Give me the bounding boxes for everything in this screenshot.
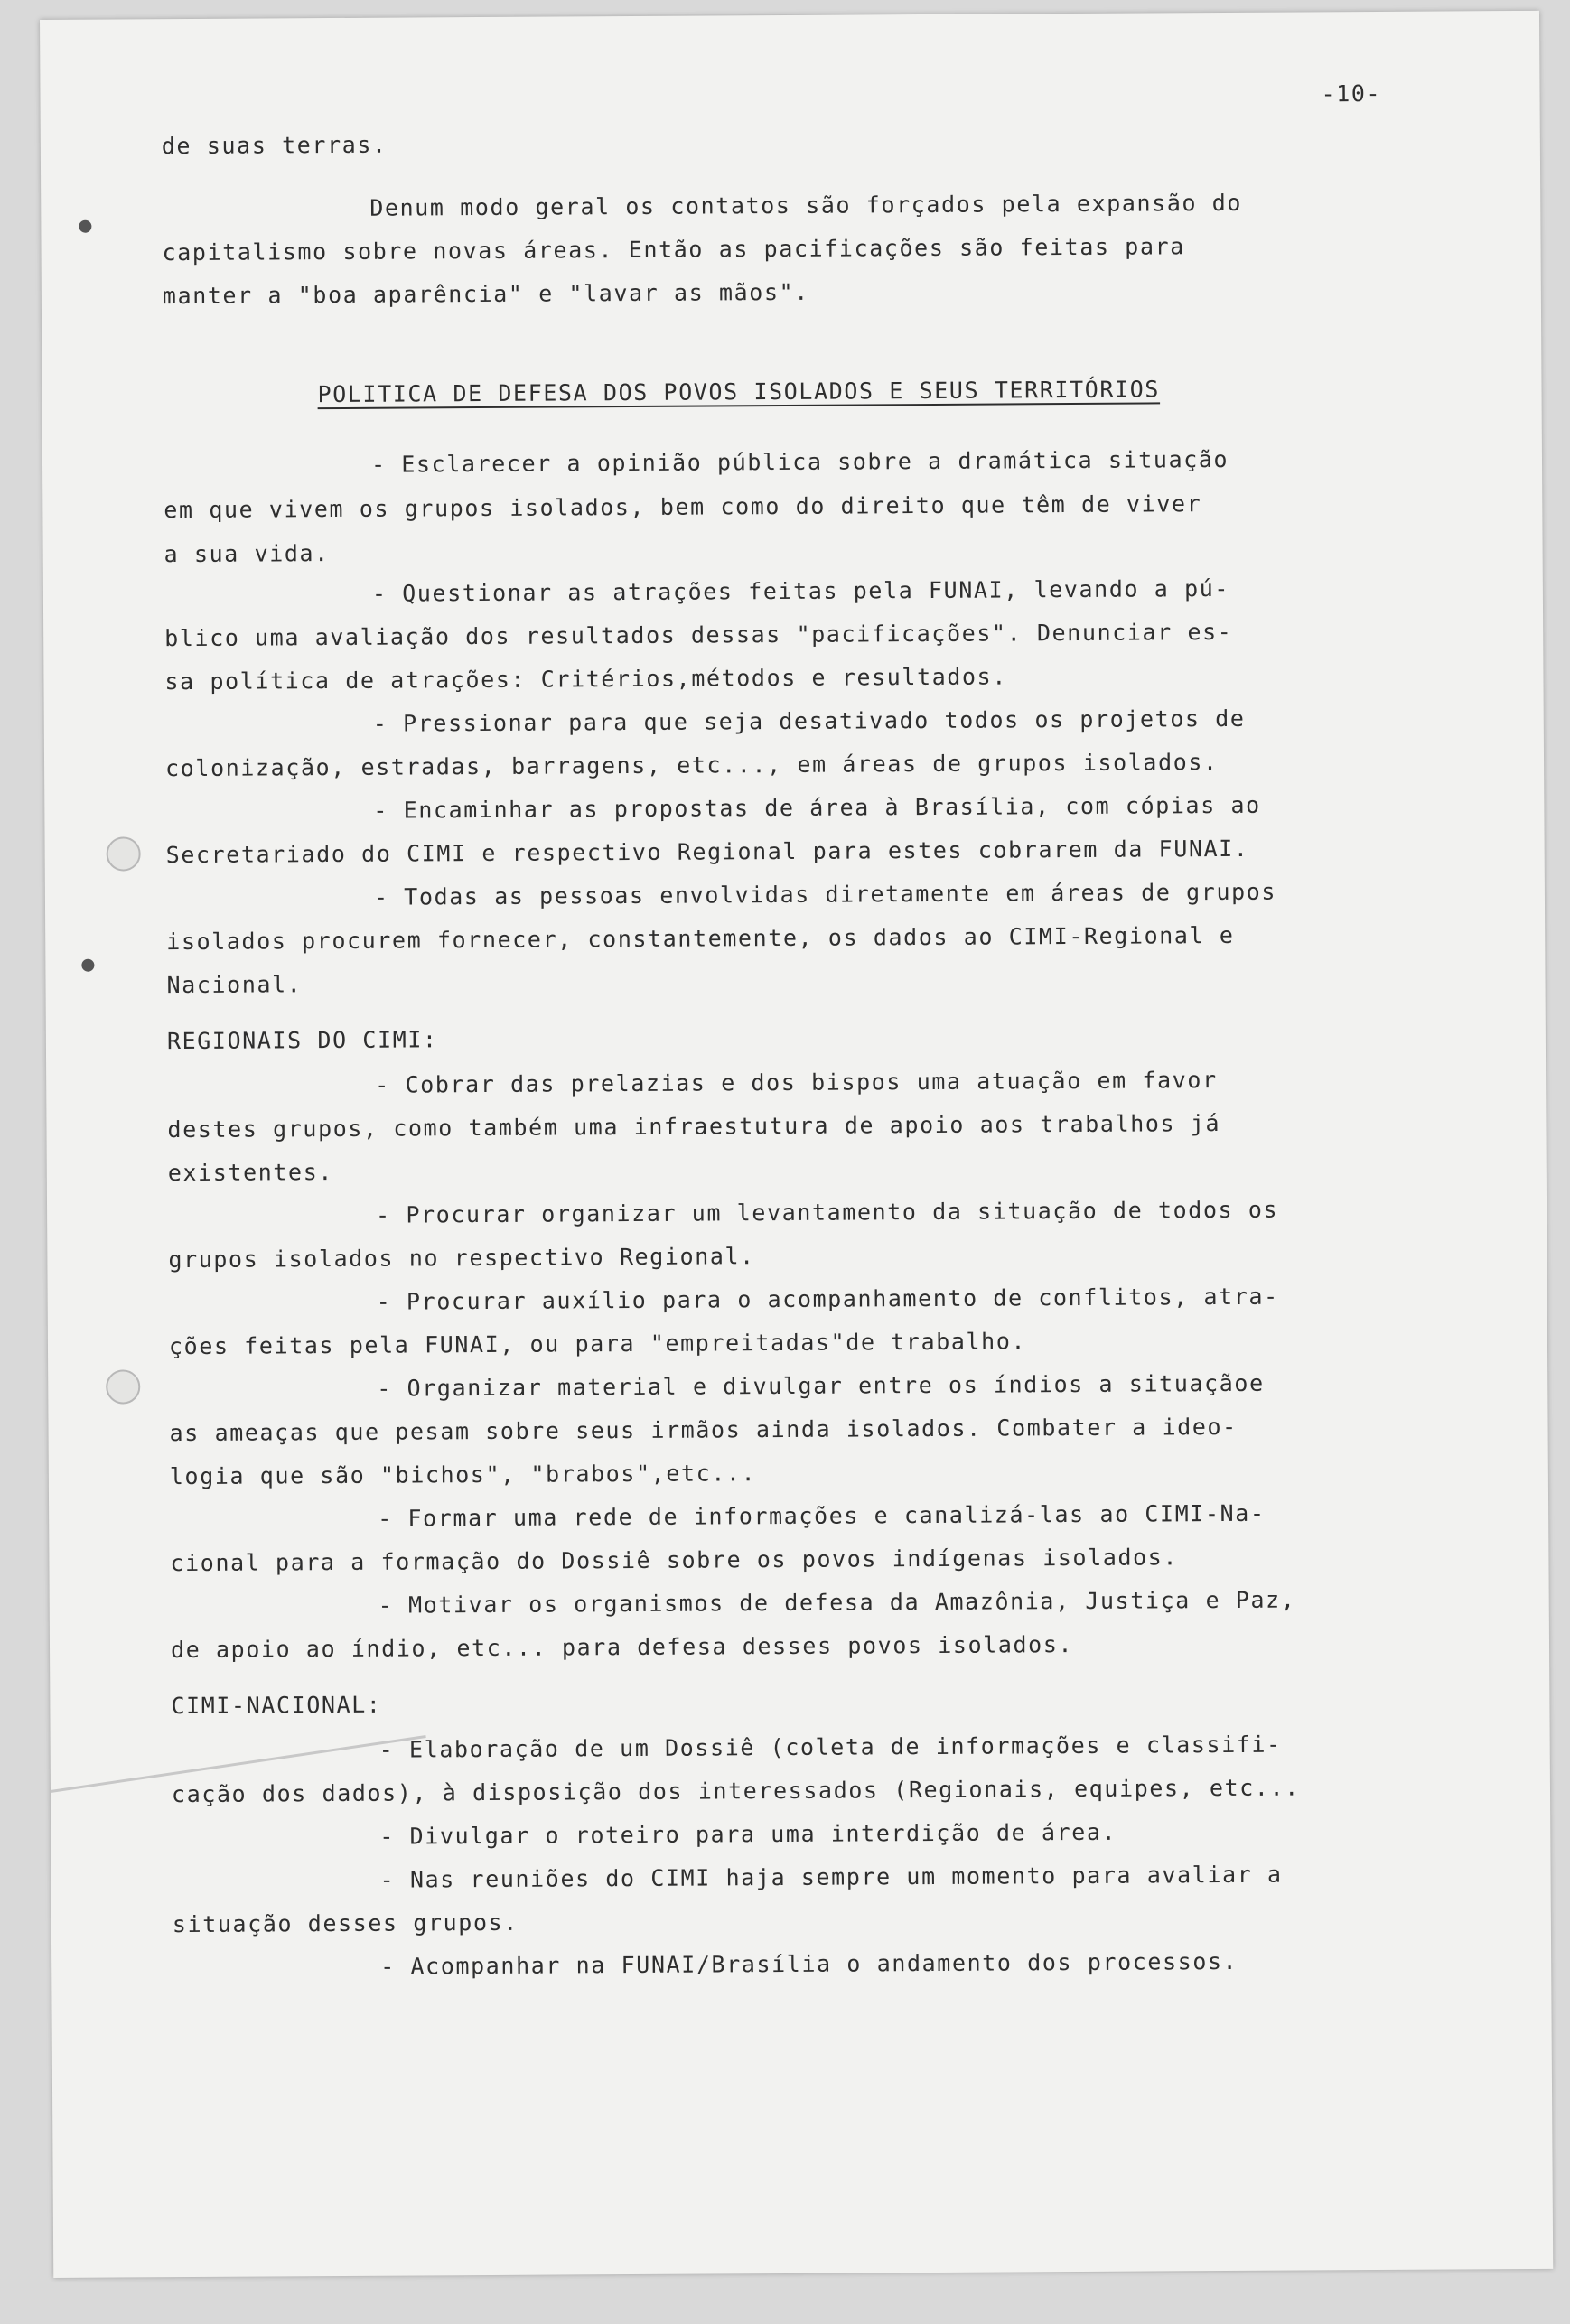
subsection-heading: REGIONAIS DO CIMI: (166, 1026, 438, 1055)
margin-dot (79, 220, 91, 233)
text-line: de apoio ao índio, etc... para defesa desses povos isolados. (170, 1631, 1074, 1664)
margin-dot (81, 959, 94, 972)
punch-hole-top (107, 836, 141, 871)
text-line: - Acompanhar na FUNAI/Brasília o andamento dos processos. (380, 1947, 1238, 1980)
text-line: sa política de atrações: Critérios,métodos e resultados. (164, 663, 1008, 695)
text-line: - Cobrar das prelazias e dos bispos uma atuação em favor (375, 1067, 1218, 1098)
text-line: situação desses grupos. (172, 1909, 519, 1938)
text-line: colonização, estradas, barragens, etc..., em áreas de grupos isolados. (164, 749, 1219, 782)
text-line: - Elaboração de um Dossiê (coleta de informações e classifi- (378, 1731, 1282, 1763)
text-line: - Procurar organizar um levantamento da situação de todos os (376, 1196, 1279, 1228)
text-line: - Esclarecer a opinião pública sobre a dramática situação (370, 445, 1229, 478)
text-line: blico uma avaliação dos resultados dessas "pacificações". Denunciar es- (164, 618, 1233, 652)
text-line: de suas terras. (161, 131, 388, 160)
text-line: - Nas reuniões do CIMI haja sempre um momento para avaliar a (379, 1861, 1283, 1893)
typewritten-page (40, 11, 1553, 2278)
subsection-heading: CIMI-NACIONAL: (171, 1691, 382, 1720)
text-line: as ameaças que pesam sobre seus irmãos ainda isolados. Combater a ideo- (169, 1413, 1238, 1447)
text-line: - Procurar auxílio para o acompanhamento de conflitos, atra- (376, 1283, 1279, 1315)
page-number: -10- (1321, 79, 1382, 107)
punch-hole-bottom (106, 1369, 140, 1404)
text-line: Denum modo geral os contatos são forçados pela expansão do (369, 189, 1243, 221)
text-line: existentes. (167, 1159, 334, 1187)
text-line: logia que são "bichos", "brabos",etc... (169, 1460, 757, 1490)
text-line: isolados procurem fornecer, constantemente, os dados ao CIMI-Regional e (166, 921, 1235, 956)
text-line: Secretariado do CIMI e respectivo Regional para estes cobrarem da FUNAI. (165, 835, 1249, 869)
text-line: cional para a formação do Dossiê sobre os povos indígenas isolados. (170, 1544, 1179, 1577)
text-line: manter a "boa aparência" e "lavar as mãos". (162, 278, 809, 310)
text-line: - Organizar material e divulgar entre os índios a situaçãoe (377, 1369, 1265, 1402)
text-line: destes grupos, como também uma infraestutura de apoio aos trabalhos já (167, 1110, 1221, 1143)
text-line: Nacional. (166, 971, 303, 999)
text-line: a sua vida. (164, 540, 330, 568)
text-line: - Pressionar para que seja desativado todos os projetos de (372, 705, 1246, 737)
text-line: - Motivar os organismos de defesa da Amazônia, Justiça e Paz, (378, 1586, 1296, 1619)
section-heading: POLITICA DE DEFESA DOS POVOS ISOLADOS E SEUS TERRITÓRIOS (317, 376, 1161, 408)
text-line: ções feitas pela FUNAI, ou para "empreitadas"de trabalho. (168, 1328, 1027, 1360)
text-line: - Formar uma rede de informações e canalizá-las ao CIMI-Na- (378, 1499, 1266, 1532)
text-line: - Questionar as atrações feitas pela FUNAI, levando a pú- (371, 574, 1230, 607)
text-line: cação dos dados), à disposição dos interessados (Regionais, equipes, etc... (171, 1774, 1300, 1808)
text-line: - Encaminhar as propostas de área à Brasília, com cópias ao (373, 791, 1261, 824)
text-line: - Divulgar o roteiro para uma interdição de área. (379, 1818, 1117, 1850)
text-line: - Todas as pessoas envolvidas diretamente em áreas de grupos (373, 878, 1277, 910)
text-line: capitalismo sobre novas áreas. Então as pacificações são feitas para (162, 233, 1185, 266)
text-line: em que vivem os grupos isolados, bem como do direito que têm de viver (164, 490, 1202, 524)
text-line: grupos isolados no respectivo Regional. (168, 1243, 755, 1274)
